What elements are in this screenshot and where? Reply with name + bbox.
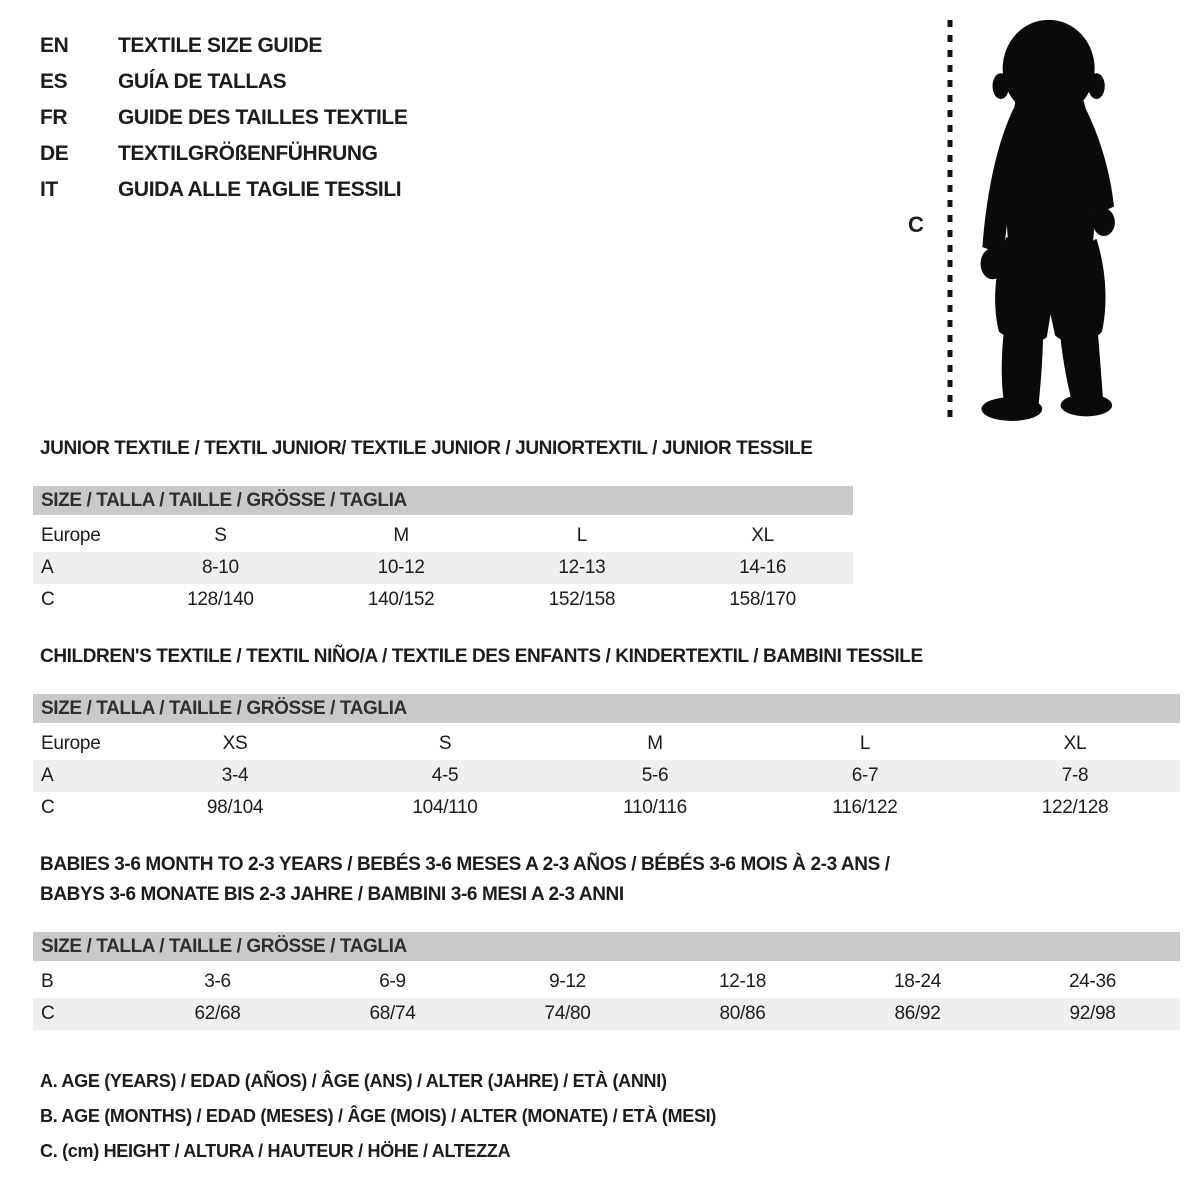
language-row (40, 64, 407, 100)
language-code: IT (40, 178, 58, 201)
table-cell: 86/92 (894, 1003, 941, 1024)
row-label: C (41, 589, 55, 610)
table-row (33, 728, 1180, 760)
row-label: Europe (41, 525, 101, 546)
section-title-line: BABIES 3-6 MONTH TO 2-3 YEARS / BEBÉS 3-6 MESES A 2-3 AÑOS / BÉBÉS 3-6 MOIS À 2-3 ANS / (40, 854, 890, 875)
size-header-bar: SIZE / TALLA / TAILLE / GRÖSSE / TAGLIA (33, 932, 1180, 961)
language-row (40, 172, 407, 208)
section-title (40, 434, 1180, 464)
table-cell: 92/98 (1069, 1003, 1116, 1024)
table-cell: 3-4 (221, 765, 249, 786)
table-cell: 158/170 (729, 589, 796, 610)
row-label: C (41, 797, 55, 818)
table-cell: 140/152 (367, 589, 435, 610)
table-cell: 110/116 (623, 797, 687, 818)
language-row (40, 28, 407, 64)
table-cell: 98/104 (206, 797, 264, 818)
language-code: ES (40, 70, 68, 93)
table-cell: L (576, 525, 588, 546)
language-code: EN (40, 34, 69, 57)
row-label: B (41, 971, 54, 992)
table-cell: 8-10 (201, 557, 239, 578)
row-label: Europe (41, 733, 101, 754)
legend (40, 1064, 716, 1169)
table-cell: 6-7 (851, 765, 879, 786)
table-cell: M (647, 733, 663, 754)
table-cell: S (214, 525, 227, 546)
legend-line: C. (cm) HEIGHT / ALTURA / HAUTEUR / HÖHE / ALTEZZA (40, 1141, 511, 1161)
section-title (40, 642, 1180, 672)
toddler-silhouette-icon (898, 14, 1166, 426)
language-title: TEXTILGRÖßENFÜHRUNG (118, 142, 378, 165)
table-cell: 24-36 (1068, 971, 1117, 992)
section-title (40, 850, 1180, 910)
table-row (33, 520, 853, 552)
size-header-bar: SIZE / TALLA / TAILLE / GRÖSSE / TAGLIA (33, 694, 1180, 723)
legend-line: A. AGE (YEARS) / EDAD (AÑOS) / ÂGE (ANS) / ALTER (JAHRE) / ETÀ (ANNI) (40, 1071, 667, 1091)
table-cell: XS (222, 733, 248, 754)
table-cell: L (859, 733, 871, 754)
section-title-line: BABYS 3-6 MONATE BIS 2-3 JAHRE / BAMBINI 3-6 MESI A 2-3 ANNI (40, 884, 624, 905)
measure-label-c: C (908, 212, 924, 237)
table-cell: 14-16 (739, 557, 787, 578)
language-code: DE (40, 142, 69, 165)
size-table (33, 486, 853, 616)
row-label: A (41, 765, 54, 786)
table-cell: 74/80 (544, 1003, 591, 1024)
sections (33, 434, 1180, 1030)
table-cell: 4-5 (431, 765, 459, 786)
table-cell: 152/158 (548, 589, 616, 610)
table-cell: 9-12 (549, 971, 586, 992)
size-section (33, 642, 1180, 824)
size-header-bar: SIZE / TALLA / TAILLE / GRÖSSE / TAGLIA (33, 486, 853, 515)
table-cell: 18-24 (893, 971, 942, 992)
table-cell: 128/140 (187, 589, 254, 610)
row-label: A (41, 557, 54, 578)
table-cell: M (393, 525, 409, 546)
language-title: GUÍA DE TALLAS (118, 70, 287, 93)
size-table (33, 694, 1180, 824)
table-row (33, 552, 853, 584)
table-cell: XL (751, 525, 774, 546)
table-row (33, 584, 853, 616)
row-label: C (41, 1003, 55, 1024)
table-cell: XL (1063, 733, 1087, 754)
table-cell: 80/86 (719, 1003, 766, 1024)
language-row (40, 100, 407, 136)
table-cell: 7-8 (1061, 765, 1089, 786)
table-row (33, 760, 1180, 792)
size-section (33, 434, 1180, 616)
table-cell: 6-9 (379, 971, 406, 992)
language-title: GUIDE DES TAILLES TEXTILE (118, 106, 408, 129)
table-cell: 3-6 (204, 971, 231, 992)
language-title: GUIDA ALLE TAGLIE TESSILI (118, 178, 402, 201)
legend-line: B. AGE (MONTHS) / EDAD (MESES) / ÂGE (MOIS) / ALTER (MONATE) / ETÀ (MESI) (40, 1106, 717, 1126)
table-row (33, 966, 1180, 998)
table-cell: 104/110 (412, 797, 478, 818)
table-cell: 122/128 (1041, 797, 1109, 818)
table-cell: S (438, 733, 452, 754)
table-row (33, 998, 1180, 1030)
table-cell: 5-6 (641, 765, 669, 786)
table-cell: 10-12 (377, 557, 425, 578)
section-title-line: JUNIOR TEXTILE / TEXTIL JUNIOR/ TEXTILE JUNIOR / JUNIORTEXTIL / JUNIOR TESSILE (40, 438, 813, 459)
table-cell: 68/74 (369, 1003, 416, 1024)
section-title-line: CHILDREN'S TEXTILE / TEXTIL NIÑO/A / TEXTILE DES ENFANTS / KINDERTEXTIL / BAMBINI TESSILE (40, 646, 923, 667)
table-cell: 12-18 (718, 971, 767, 992)
language-list (40, 28, 407, 208)
table-row (33, 792, 1180, 824)
language-row (40, 136, 407, 172)
size-section (33, 850, 1180, 1030)
table-cell: 62/68 (194, 1003, 241, 1024)
height-figure (898, 14, 1166, 426)
size-table (33, 932, 1180, 1030)
table-cell: 12-13 (558, 557, 606, 578)
language-title: TEXTILE SIZE GUIDE (118, 34, 322, 57)
language-code: FR (40, 106, 68, 129)
table-cell: 116/122 (832, 797, 898, 818)
